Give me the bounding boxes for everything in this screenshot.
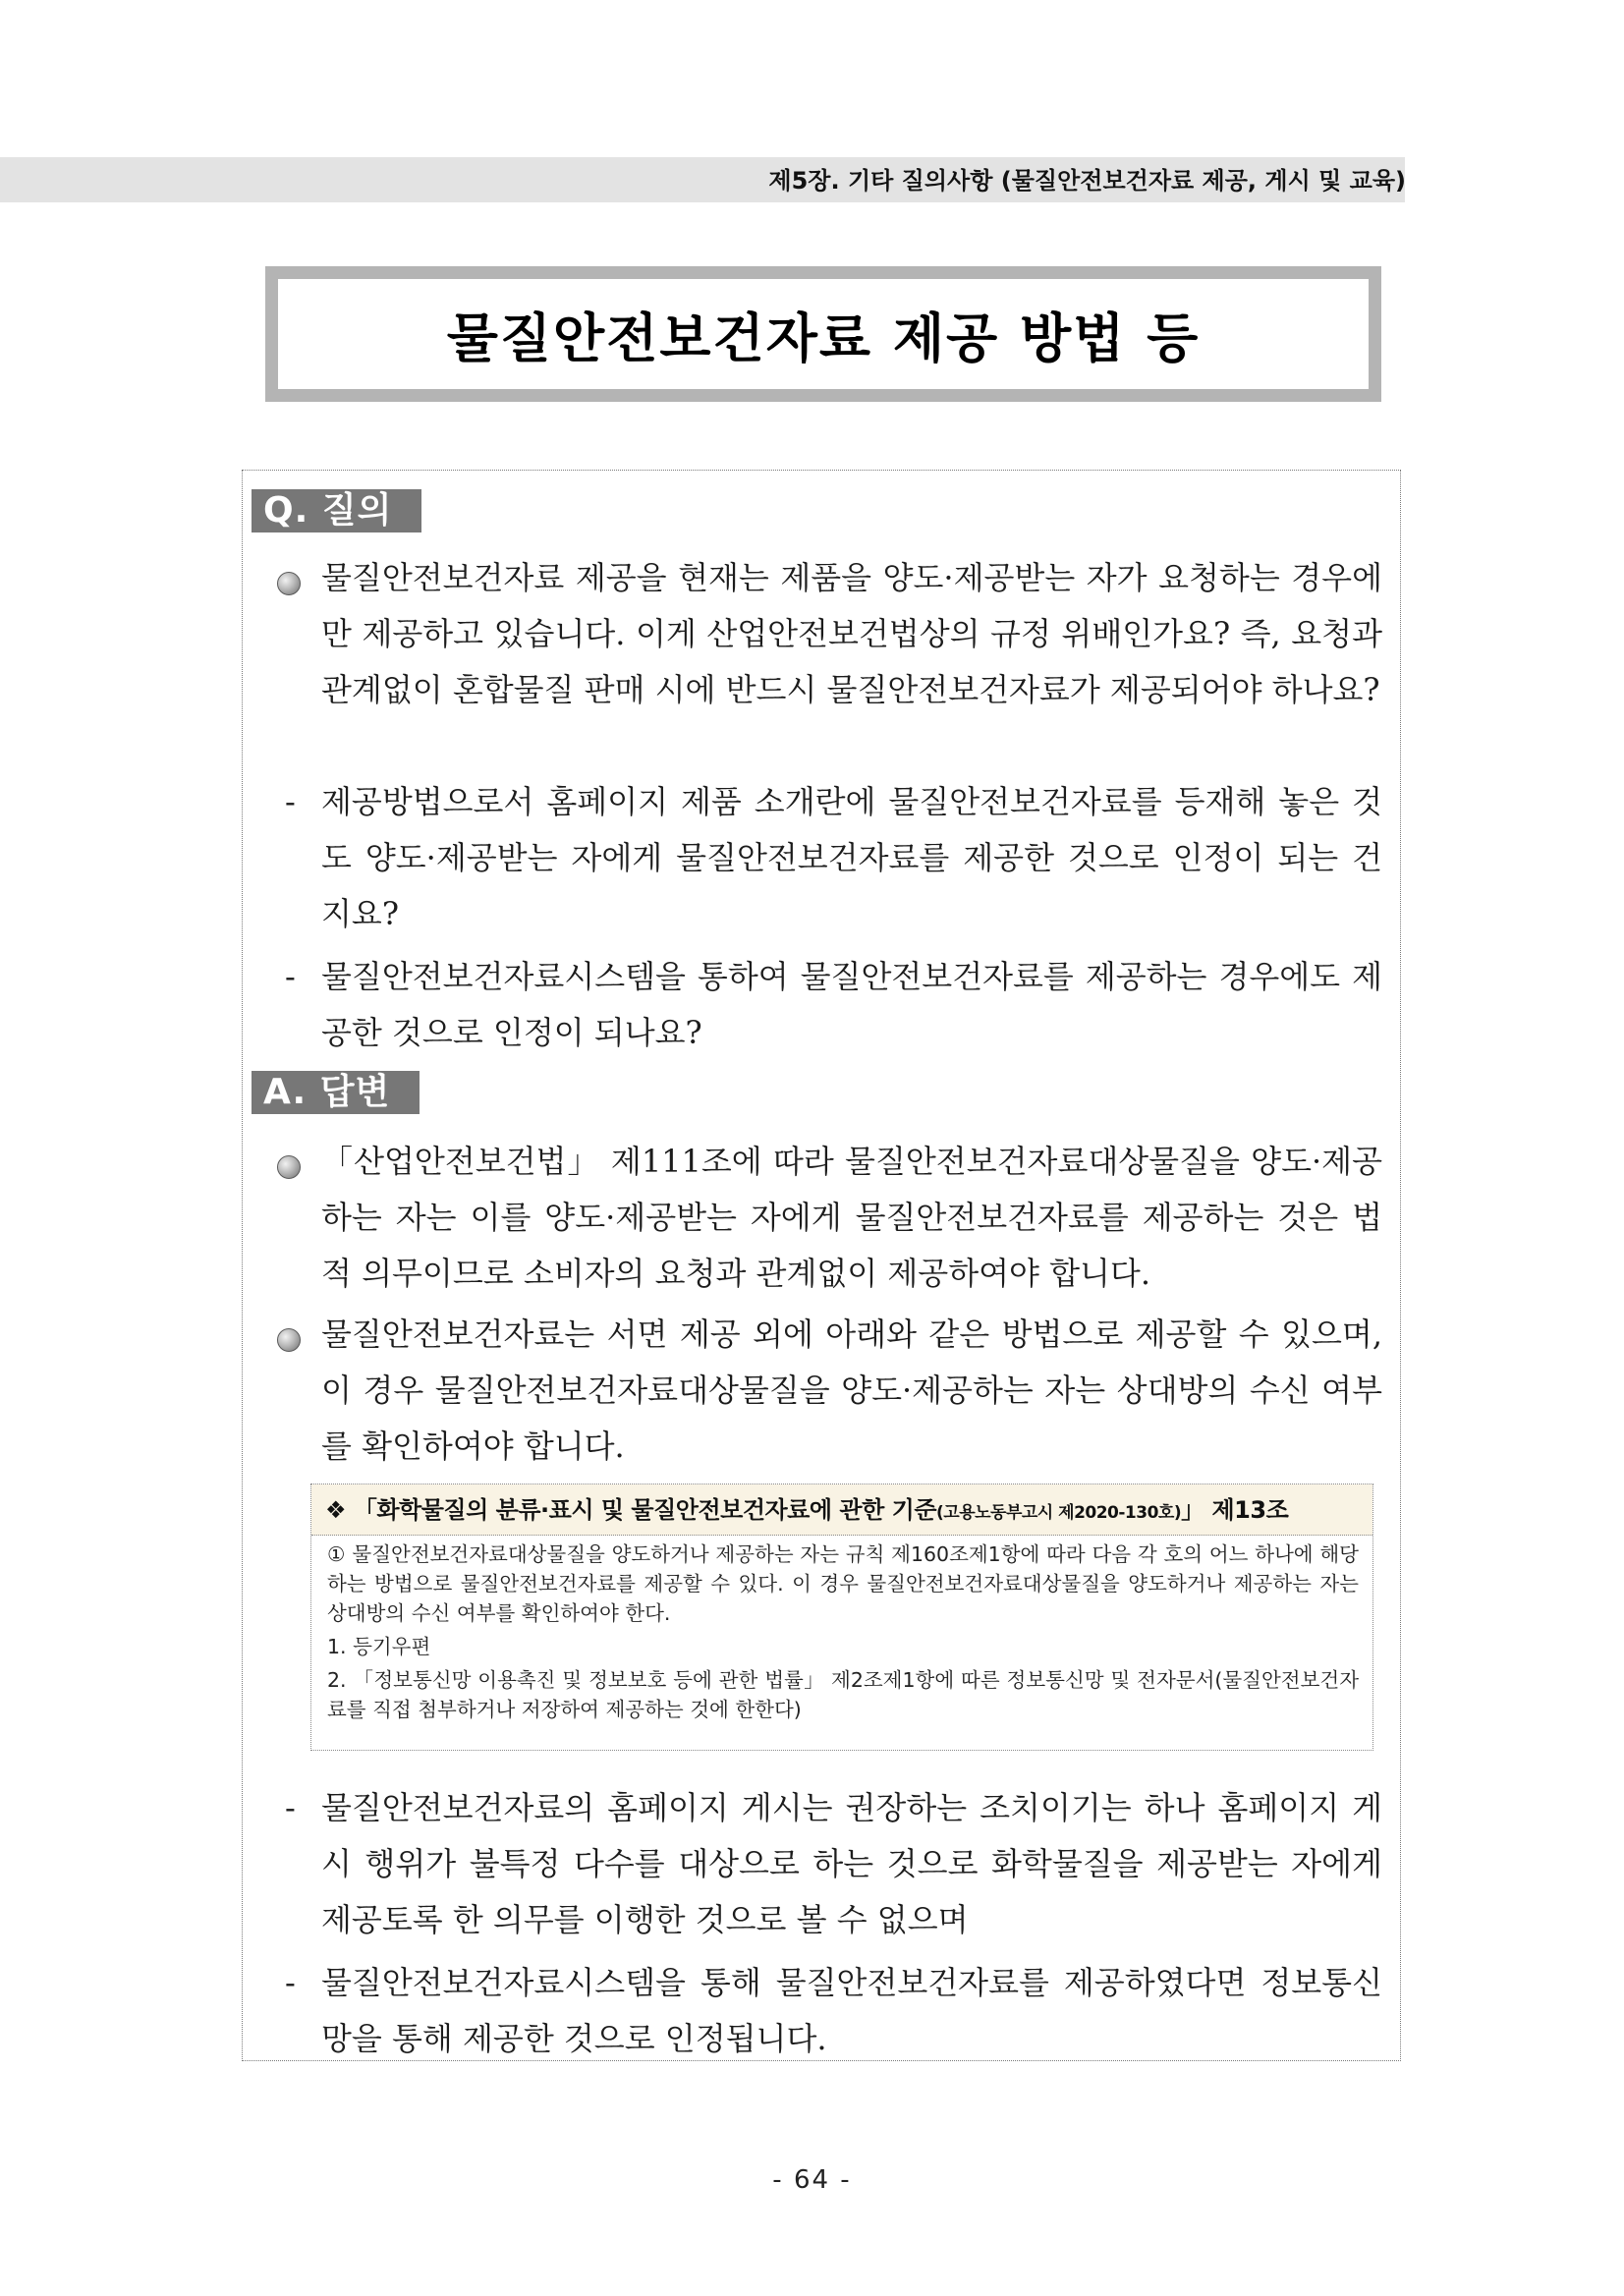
bullet-icon [277, 1155, 301, 1179]
page-number: - 64 - [772, 2165, 852, 2195]
law-title: 「화학물질의 분류·표시 및 물질안전보건자료에 관한 기준 [353, 1496, 936, 1524]
title-frame [265, 266, 1381, 402]
diamond-icon: ❖ [325, 1496, 347, 1524]
law-article: 」 제13조 [1181, 1496, 1289, 1524]
answer-label: A. 답변 [252, 1071, 420, 1114]
question-dash-text-1: 제공방법으로서 홈페이지 제품 소개란에 물질안전보건자료를 등재해 놓은 것도 양도·제공받는 자에게 물질안전보건자료를 제공한 것으로 인정이 되는 건지요? [321, 783, 1382, 932]
answer-dash-text-2: 물질안전보건자료시스템을 통해 물질안전보건자료를 제공하였다면 정보통신망을 통해 제공한 것으로 인정됩니다. [321, 1964, 1382, 2057]
question-label: Q. 질의 [252, 489, 421, 532]
answer-bullet-text-1: 「산업안전보건법」 제111조에 따라 물질안전보건자료대상물질을 양도·제공하는 자는 이를 양도·제공받는 자에게 물질안전보건자료를 제공하는 것은 법적 의무이므로 소비자의 요청과 관계없이 제공하여야 합니다. [321, 1143, 1382, 1292]
answer-dash-text-1: 물질안전보건자료의 홈페이지 게시는 권장하는 조치이기는 하나 홈페이지 게시 행위가 불특정 다수를 대상으로 하는 것으로 화학물질을 제공받는 자에게 제공토록 한 의무를 이행한 것으로 볼 수 없으며 [321, 1789, 1382, 1938]
answer-bullet-text-2: 물질안전보건자료는 서면 제공 외에 아래와 같은 방법으로 제공할 수 있으며, 이 경우 물질안전보건자료대상물질을 양도·제공하는 자는 상대방의 수신 여부를 확인하여야 합니다. [321, 1316, 1382, 1465]
law-item-2: 2. 「정보통신망 이용촉진 및 정보보호 등에 관한 법률」 제2조제1항에 따른 정보통신망 및 전자문서(물질안전보건자료를 직접 첨부하거나 저장하여 제공하는 것에 한한다) [327, 1668, 1359, 1721]
dash-marker: - [285, 958, 296, 995]
page-title: 물질안전보건자료 제공 방법 등 [446, 307, 1201, 369]
bullet-icon [277, 572, 301, 595]
title-inner [278, 279, 1369, 389]
dash-marker: - [285, 1964, 296, 2001]
chapter-header: 제5장. 기타 질의사항 (물질안전보건자료 제공, 게시 및 교육) [768, 167, 1406, 195]
law-excerpt-header [311, 1484, 1372, 1536]
dash-marker: - [285, 1789, 296, 1826]
law-excerpt-box [310, 1484, 1373, 1751]
law-clause-1: ① 물질안전보건자료대상물질을 양도하거나 제공하는 자는 규칙 제160조제1항에 따라 다음 각 호의 어느 하나에 해당하는 방법으로 물질안전보건자료를 제공할 수 있다. 이 경우 물질안전보건자료대상물질을 양도하거나 제공하는 자는 상대방의 수신 여부를 확인하여야 한다. [327, 1542, 1359, 1625]
question-bullet-text-1: 물질안전보건자료 제공을 현재는 제품을 양도·제공받는 자가 요청하는 경우에만 제공하고 있습니다. 이게 산업안전보건법상의 규정 위배인가요? 즉, 요청과 관계없이 혼합물질 판매 시에 반드시 물질안전보건자료가 제공되어야 하나요? [321, 559, 1382, 708]
law-excerpt-body [327, 1540, 1359, 1724]
bullet-icon [277, 1328, 301, 1352]
question-dash-text-2: 물질안전보건자료시스템을 통하여 물질안전보건자료를 제공하는 경우에도 제공한 것으로 인정이 되나요? [321, 958, 1382, 1051]
law-item-1: 1. 등기우편 [327, 1635, 431, 1658]
law-notice-number: (고용노동부고시 제2020-130호) [936, 1503, 1182, 1523]
dash-marker: - [285, 783, 296, 820]
